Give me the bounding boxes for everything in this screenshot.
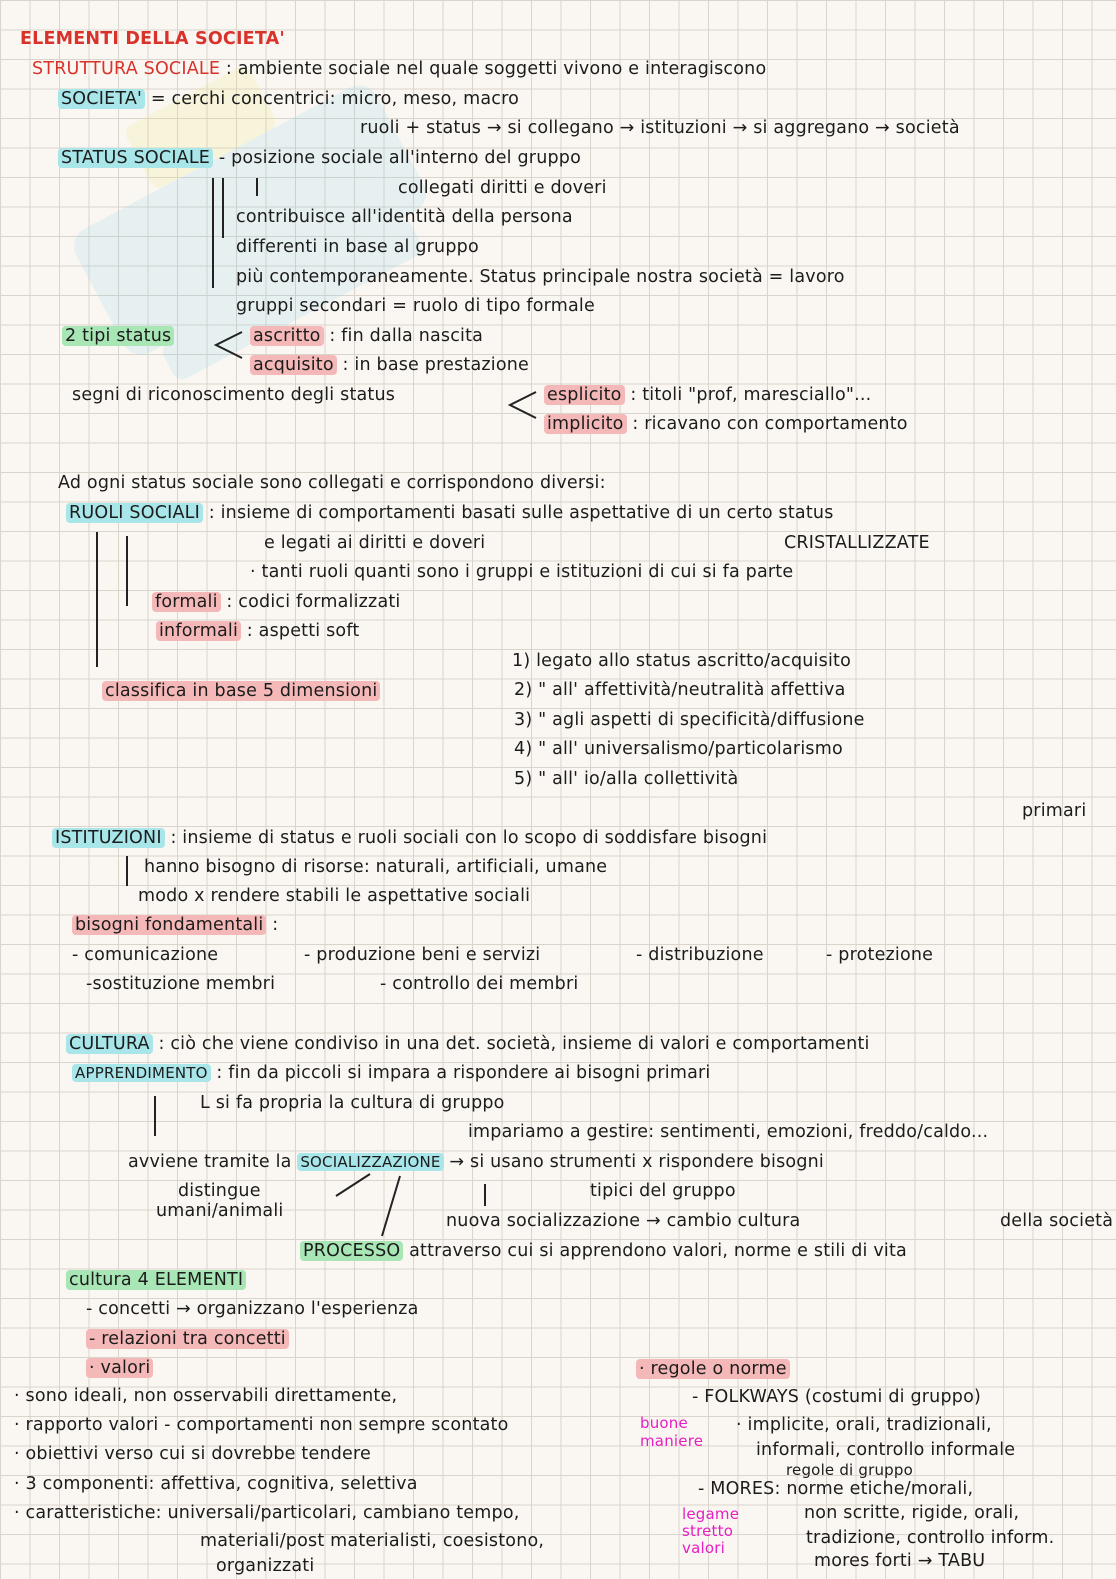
values-item: · caratteristiche: universali/particolari, cambiano tempo,: [14, 1503, 520, 1523]
line-ruoli-sociali: [66, 502, 834, 524]
label-cristallizzate: CRISTALLIZZATE: [784, 533, 930, 553]
line-implicito: [544, 413, 908, 435]
text-avviene: avviene tramite la: [128, 1152, 292, 1172]
dimension-item: 3) " agli aspetti di specificità/diffusione: [514, 710, 865, 730]
page-title: ELEMENTI DELLA SOCIETA': [20, 29, 285, 49]
line-piu-contemporaneamente: più contemporaneamente. Status principale nostra società = lavoro: [236, 267, 845, 287]
line-tanti-ruoli: · tanti ruoli quanti sono i gruppi e istituzioni di cui si fa parte: [250, 562, 794, 582]
connector-lines: [330, 1172, 420, 1242]
label-tipi-status: 2 tipi status: [62, 326, 174, 346]
line-bisogni: [72, 914, 278, 936]
line-processo: [300, 1240, 907, 1262]
label-umani-animali: umani/animali: [156, 1201, 284, 1221]
line-relazioni: [86, 1328, 289, 1350]
term-bisogni-fondamentali: bisogni fondamentali: [72, 915, 266, 935]
line-status-sociale: [58, 147, 581, 169]
note-buone-maniere: buone maniere: [640, 1414, 704, 1450]
dimension-item: 5) " all' io/alla collettività: [514, 769, 739, 789]
bracket-line: [96, 532, 98, 667]
bracket-line: [222, 178, 224, 238]
line-informali: [156, 620, 359, 642]
line-apprendimento: [72, 1062, 710, 1084]
line-cultura: [66, 1033, 870, 1055]
def-formali: : codici formalizzati: [226, 592, 401, 612]
bracket-line: [154, 1096, 156, 1136]
values-item: materiali/post materialisti, coesistono,: [200, 1531, 545, 1551]
label-della-societa: della società: [1000, 1211, 1114, 1231]
label-distingue: distingue: [178, 1181, 261, 1201]
line-istituzioni: [52, 827, 767, 849]
line-nuova-socializzazione: nuova socializzazione → cambio cultura: [446, 1211, 801, 1231]
line-impariamo: impariamo a gestire: sentimenti, emozioni, freddo/caldo...: [468, 1122, 989, 1142]
need-item: - protezione: [826, 945, 934, 965]
bracket-line: [126, 536, 128, 606]
term-cultura-elementi: cultura 4 ELEMENTI: [66, 1270, 246, 1290]
bracket-line: [212, 178, 214, 288]
need-item: -sostituzione membri: [86, 974, 276, 994]
bracket-line: [256, 178, 258, 196]
line-struttura: [32, 58, 766, 80]
dimension-item: 1) legato allo status ascritto/acquisito: [512, 651, 851, 671]
line-esplicito: [544, 384, 871, 406]
note-legame-valori: legame stretto valori: [682, 1505, 740, 1557]
line-folkways: - FOLKWAYS (costumi di gruppo): [692, 1387, 982, 1407]
line-acquisito: [250, 354, 529, 376]
term-ascritto: ascritto: [250, 326, 324, 346]
term-societa: SOCIETA': [58, 89, 145, 109]
term-relazioni: - relazioni tra concetti: [86, 1329, 289, 1349]
need-item: - distribuzione: [636, 945, 764, 965]
label-segni: segni di riconoscimento degli status: [72, 385, 396, 405]
need-item: - comunicazione: [72, 945, 219, 965]
term-formali: formali: [152, 592, 221, 612]
def-istituzioni: : insieme di status e ruoli sociali con lo scopo di soddisfare bisogni: [170, 828, 768, 848]
branch-arrow: [214, 330, 244, 360]
term-apprendimento: APPRENDIMENTO: [72, 1064, 211, 1082]
bracket-line: [484, 1184, 486, 1206]
term-implicito: implicito: [544, 414, 627, 434]
need-item: - produzione beni e servizi: [304, 945, 541, 965]
line-gruppi-secondari: gruppi secondari = ruolo di tipo formale: [236, 296, 595, 316]
def-status-sociale: - posizione sociale all'interno del gruppo: [218, 148, 582, 168]
line-socializzazione: [128, 1151, 824, 1173]
term-acquisito: acquisito: [250, 355, 337, 375]
line-ruoli-status: ruoli + status → si collegano → istituzioni → si aggregano → società: [360, 118, 960, 138]
term-istituzioni: ISTITUZIONI: [52, 828, 165, 848]
line-mores-desc: tradizione, controllo inform.: [806, 1528, 1055, 1548]
term-status-sociale: STATUS SOCIALE: [58, 148, 213, 168]
def-processo: attraverso cui si apprendono valori, norme e stili di vita: [409, 1241, 907, 1261]
line-mores-tabu: mores forti → TABU: [814, 1551, 986, 1571]
line-mores: [698, 1478, 973, 1500]
line-cultura-elementi: [66, 1269, 246, 1291]
label-tipici-gruppo: tipici del gruppo: [590, 1181, 736, 1201]
line-regole: [636, 1358, 790, 1380]
line-ascritto: [250, 325, 483, 347]
colon: :: [272, 915, 279, 935]
term-esplicito: esplicito: [544, 385, 625, 405]
values-item: · sono ideali, non osservabili direttamente,: [14, 1386, 398, 1406]
line-classifica: [102, 680, 380, 702]
line-concetti: - concetti → organizzano l'esperienza: [86, 1299, 419, 1319]
term-mores: - MORES: norme etiche/morali,: [698, 1479, 974, 1499]
def-societa: = cerchi concentrici: micro, meso, macro: [150, 89, 519, 109]
values-item: · obiettivi verso cui si dovrebbe tendere: [14, 1444, 371, 1464]
def-socializzazione: → si usano strumenti x rispondere bisogni: [449, 1152, 824, 1172]
def-informali: : aspetti soft: [246, 621, 360, 641]
def-acquisito: : in base prestazione: [342, 355, 529, 375]
bracket-line: [126, 856, 128, 886]
line-ad-ogni-status: Ad ogni status sociale sono collegati e corrispondono diversi:: [58, 473, 606, 493]
line-formali: [152, 591, 401, 613]
term-regole-norme: · regole o norme: [636, 1359, 790, 1379]
line-tipi-status: [62, 325, 174, 347]
term-cultura: CULTURA: [66, 1034, 153, 1054]
line-valori: [86, 1357, 153, 1379]
line-risorse: hanno bisogno di risorse: naturali, artificiali, umane: [144, 857, 608, 877]
values-item: organizzati: [216, 1556, 315, 1576]
def-esplicito: : titoli "prof, maresciallo"...: [630, 385, 872, 405]
term-valori: · valori: [86, 1358, 153, 1378]
line-mores-desc: non scritte, rigide, orali,: [804, 1503, 1020, 1523]
line-differenti: differenti in base al gruppo: [236, 237, 479, 257]
line-identita: contribuisce all'identità della persona: [236, 207, 573, 227]
line-folkways-desc: · implicite, orali, tradizionali,: [736, 1415, 992, 1435]
def-ruoli-sociali: : insieme di comportamenti basati sulle aspettative di un certo status: [208, 503, 834, 523]
branch-arrow: [508, 390, 538, 420]
line-aspettative: modo x rendere stabili le aspettative sociali: [138, 886, 531, 906]
values-item: · 3 componenti: affettiva, cognitiva, selettiva: [14, 1474, 418, 1494]
term-ruoli-sociali: RUOLI SOCIALI: [66, 503, 203, 523]
dimension-item: 2) " all' affettività/neutralità affettiva: [514, 680, 846, 700]
label-classifica: classifica in base 5 dimensioni: [102, 681, 380, 701]
line-diritti-doveri: collegati diritti e doveri: [398, 178, 607, 198]
dimension-item: 4) " all' universalismo/particolarismo: [514, 739, 843, 759]
label-primari: primari: [1022, 801, 1087, 821]
def-cultura: : ciò che viene condiviso in una det. società, insieme di valori e comportamenti: [158, 1034, 870, 1054]
line-regole-gruppo: regole di gruppo: [786, 1461, 914, 1479]
term-processo: PROCESSO: [300, 1241, 403, 1261]
line-legati-diritti: e legati ai diritti e doveri: [264, 533, 486, 553]
term-socializzazione: SOCIALIZZAZIONE: [297, 1153, 443, 1171]
def-apprendimento: : fin da piccoli si impara a rispondere ai bisogni primari: [216, 1063, 711, 1083]
line-cultura-gruppo: L si fa propria la cultura di gruppo: [200, 1093, 505, 1113]
term-struttura-sociale: STRUTTURA SOCIALE: [32, 59, 221, 79]
need-item: - controllo dei membri: [380, 974, 579, 994]
term-informali: informali: [156, 621, 241, 641]
values-item: · rapporto valori - comportamenti non sempre scontato: [14, 1415, 509, 1435]
def-ascritto: : fin dalla nascita: [329, 326, 484, 346]
def-implicito: : ricavano con comportamento: [632, 414, 908, 434]
line-societa: [58, 88, 519, 110]
def-struttura-sociale: : ambiente sociale nel quale soggetti vivono e interagiscono: [225, 59, 767, 79]
line-folkways-desc: informali, controllo informale: [756, 1440, 1016, 1460]
